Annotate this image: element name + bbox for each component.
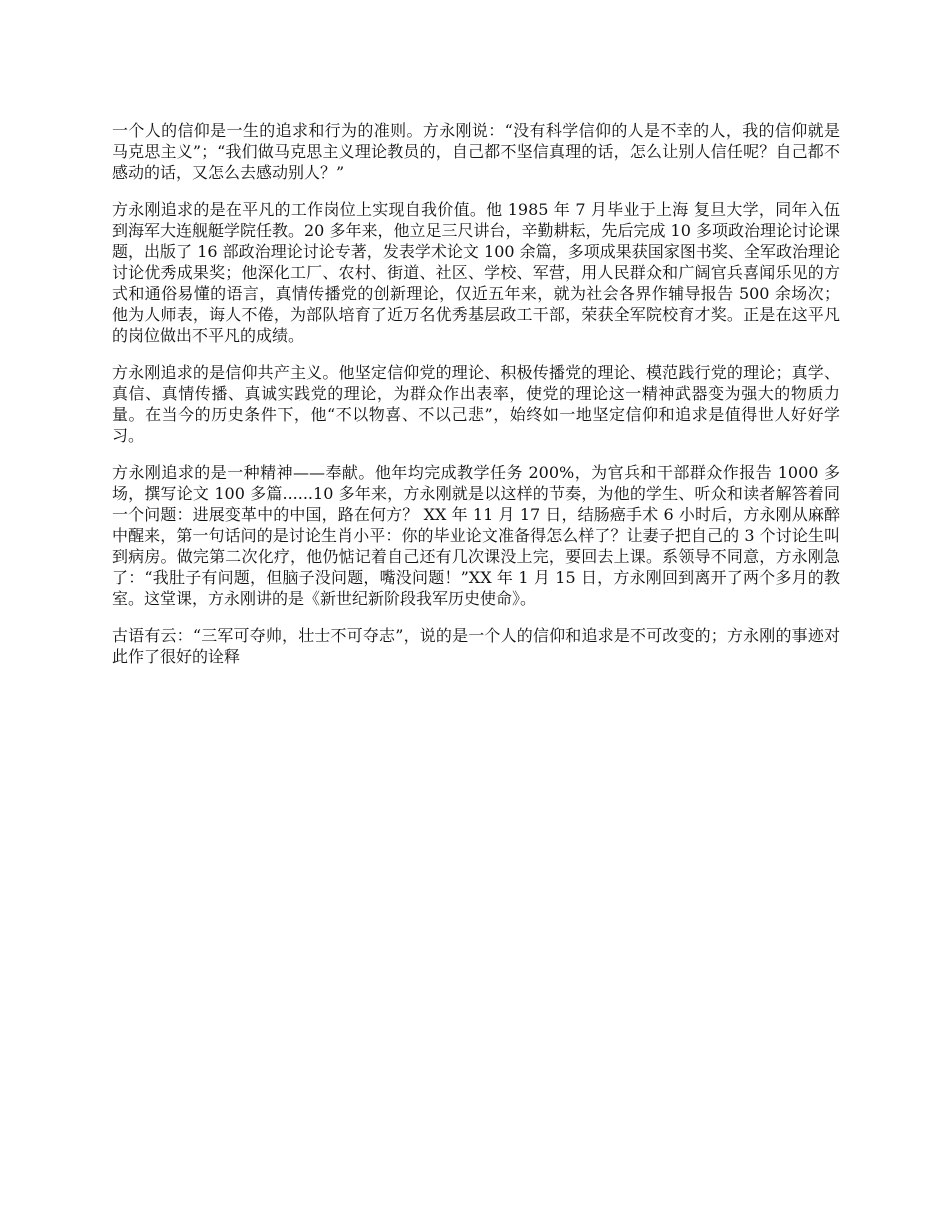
- paragraph-self-value: 方永刚追求的是在平凡的工作岗位上实现自我价值。他 1985 年 7 月毕业于上海 复旦大学，同年入伍到海军大连舰艇学院任教。20 多年来，他立足三尺讲台，辛勤耕耘，先后完成 10 多项政治理论讨论课题，出版了 16 部政治理论讨论专著，发表学术论文 100 余篇，多项成果获国家图书奖、全军政治理论讨论优秀成果奖；他深化工厂、农村、街道、社区、学校、军营，用人民群众和广阔官兵喜闻乐见的方式和通俗易懂的语言，真情传播党的创新理论，仅近五年来，就为社会各界作辅导报告 500 余场次；他为人师表，诲人不倦，为部队培育了近万名优秀基层政工干部，荣获全军院校育才奖。正是在这平凡的岗位做出不平凡的成绩。: [112, 200, 840, 345]
- paragraph-communism: 方永刚追求的是信仰共产主义。他坚定信仰党的理论、积极传播党的理论、模范践行党的理论；真学、真信、真情传播、真诚实践党的理论，为群众作出表率，使党的理论这一精神武器变为强大的物质力量。在当今的历史条件下，他“不以物喜、不以己悲”，始终如一地坚定信仰和追求是值得世人好好学习。: [112, 363, 840, 445]
- document-body: [112, 120, 840, 683]
- paragraph-conclusion: 古语有云：“三军可夺帅，壮士不可夺志”，说的是一个人的信仰和追求是不可改变的；方永刚的事迹对此作了很好的诠释: [112, 626, 840, 666]
- paragraph-dedication: 方永刚追求的是一种精神——奉献。他年均完成教学任务 200%，为官兵和干部群众作报告 1000 多场，撰写论文 100 多篇......10 多年来，方永刚就是以这样的节奏，为他的学生、听众和读者解答着同一个问题：进展变革中的中国，路在何方？ XX 年 11 月 17 日，结肠癌手术 6 小时后，方永刚从麻醉中醒来，第一句话问的是讨论生肖小平：你的毕业论文准备得怎么样了？让妻子把自己的 3 个讨论生叫到病房。做完第二次化疗，他仍惦记着自己还有几次课没上完，要回去上课。系领导不同意，方永刚急了：“我肚子有问题，但脑子没问题，嘴没问题！”XX 年 1 月 15 日，方永刚回到离开了两个多月的教室。这堂课，方永刚讲的是《新世纪新阶段我军历史使命》。: [112, 463, 840, 608]
- paragraph-belief: 一个人的信仰是一生的追求和行为的准则。方永刚说：“没有科学信仰的人是不幸的人，我的信仰就是马克思主义”；“我们做马克思主义理论教员的，自己都不坚信真理的话，怎么让别人信任呢？自己都不感动的话，又怎么去感动别人？”: [112, 121, 840, 182]
